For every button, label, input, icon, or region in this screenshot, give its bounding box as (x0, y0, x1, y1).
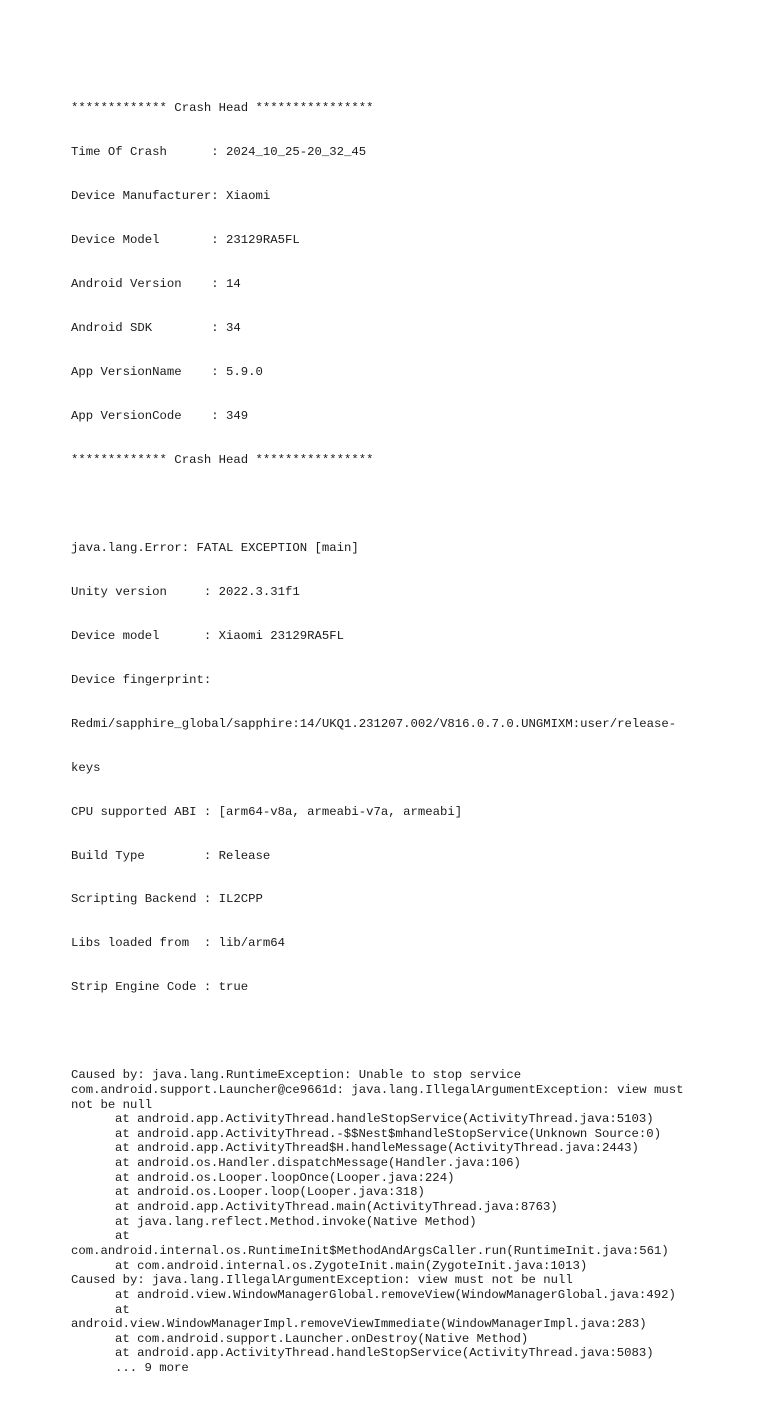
error-line: java.lang.Error: FATAL EXCEPTION [main] (71, 540, 359, 555)
stack-trace-line: at (115, 1302, 130, 1317)
stack-trace-line: at android.app.ActivityThread.handleStopService(ActivityThread.java:5083) (115, 1346, 654, 1361)
stack-trace-line: ... 9 more (115, 1361, 189, 1376)
stack-trace-line: at android.app.ActivityThread.handleStopService(ActivityThread.java:5103) (115, 1112, 654, 1127)
error-line: Strip Engine Code : true (71, 980, 249, 995)
crash-head-line: Device Model : 23129RA5FL (71, 233, 300, 248)
stack-trace-line: at android.view.WindowManagerGlobal.removeView(WindowManagerGlobal.java:492) (115, 1287, 676, 1302)
blank-line (71, 1024, 701, 1039)
crash-head-line: App VersionName : 5.9.0 (71, 365, 263, 380)
error-line: Build Type : Release (71, 848, 271, 863)
stack-trace-line: at android.app.ActivityThread$H.handleMessage(ActivityThread.java:2443) (115, 1141, 639, 1156)
stack-trace-line: at com.android.support.Launcher.onDestroy(Native Method) (115, 1331, 529, 1346)
crash-head-line: Device Manufacturer: Xiaomi (71, 189, 271, 204)
error-line: Libs loaded from : lib/arm64 (71, 936, 286, 951)
stack-trace-line: com.android.support.Launcher@ce9661d: java.lang.IllegalArgumentException: view must (71, 1082, 684, 1097)
stack-trace-line: at com.android.internal.os.ZygoteInit.main(ZygoteInit.java:1013) (115, 1258, 588, 1273)
crash-head-line: Time Of Crash : 2024_10_25-20_32_45 (71, 145, 367, 160)
error-line: Device fingerprint: (71, 672, 212, 687)
error-line: keys (71, 760, 101, 775)
stack-trace (71, 1068, 701, 1375)
crash-head-line: Android SDK : 34 (71, 321, 241, 336)
error-line: Device model : Xiaomi 23129RA5FL (71, 628, 345, 643)
stack-trace-line: at android.os.Handler.dispatchMessage(Handler.java:106) (115, 1156, 521, 1171)
error-line: Redmi/sapphire_global/sapphire:14/UKQ1.231207.002/V816.0.7.0.UNGMIXM:user/release- (71, 716, 677, 731)
stack-trace-line: at android.os.Looper.loop(Looper.java:318) (115, 1185, 425, 1200)
stack-trace-line: at android.app.ActivityThread.-$$Nest$mhandleStopService(Unknown Source:0) (115, 1126, 662, 1141)
crash-head-line: Android Version : 14 (71, 277, 241, 292)
stack-trace-line: android.view.WindowManagerImpl.removeViewImmediate(WindowManagerImpl.java:283) (71, 1317, 647, 1332)
blank-line (71, 497, 701, 512)
crash-head-header: ************* Crash Head **************** (71, 101, 374, 116)
stack-trace-line: Caused by: java.lang.RuntimeException: Unable to stop service (71, 1068, 522, 1083)
stack-trace-line: Caused by: java.lang.IllegalArgumentException: view must not be null (71, 1273, 573, 1288)
stack-trace-line: at android.app.ActivityThread.main(ActivityThread.java:8763) (115, 1200, 558, 1215)
error-line: CPU supported ABI : [arm64-v8a, armeabi-v7a, armeabi] (71, 804, 463, 819)
stack-trace-line: not be null (71, 1097, 153, 1112)
stack-trace-line: at android.os.Looper.loopOnce(Looper.java:224) (115, 1170, 455, 1185)
stack-trace-line: at (115, 1229, 130, 1244)
crash-head-footer: ************* Crash Head **************** (71, 452, 374, 467)
crash-log-text (71, 72, 701, 1405)
error-line: Unity version : 2022.3.31f1 (71, 584, 300, 599)
stack-trace-line: com.android.internal.os.RuntimeInit$MethodAndArgsCaller.run(RuntimeInit.java:561) (71, 1243, 669, 1258)
crash-head-line: App VersionCode : 349 (71, 408, 249, 423)
error-line: Scripting Backend : IL2CPP (71, 892, 263, 907)
stack-trace-line: at java.lang.reflect.Method.invoke(Native Method) (115, 1214, 477, 1229)
